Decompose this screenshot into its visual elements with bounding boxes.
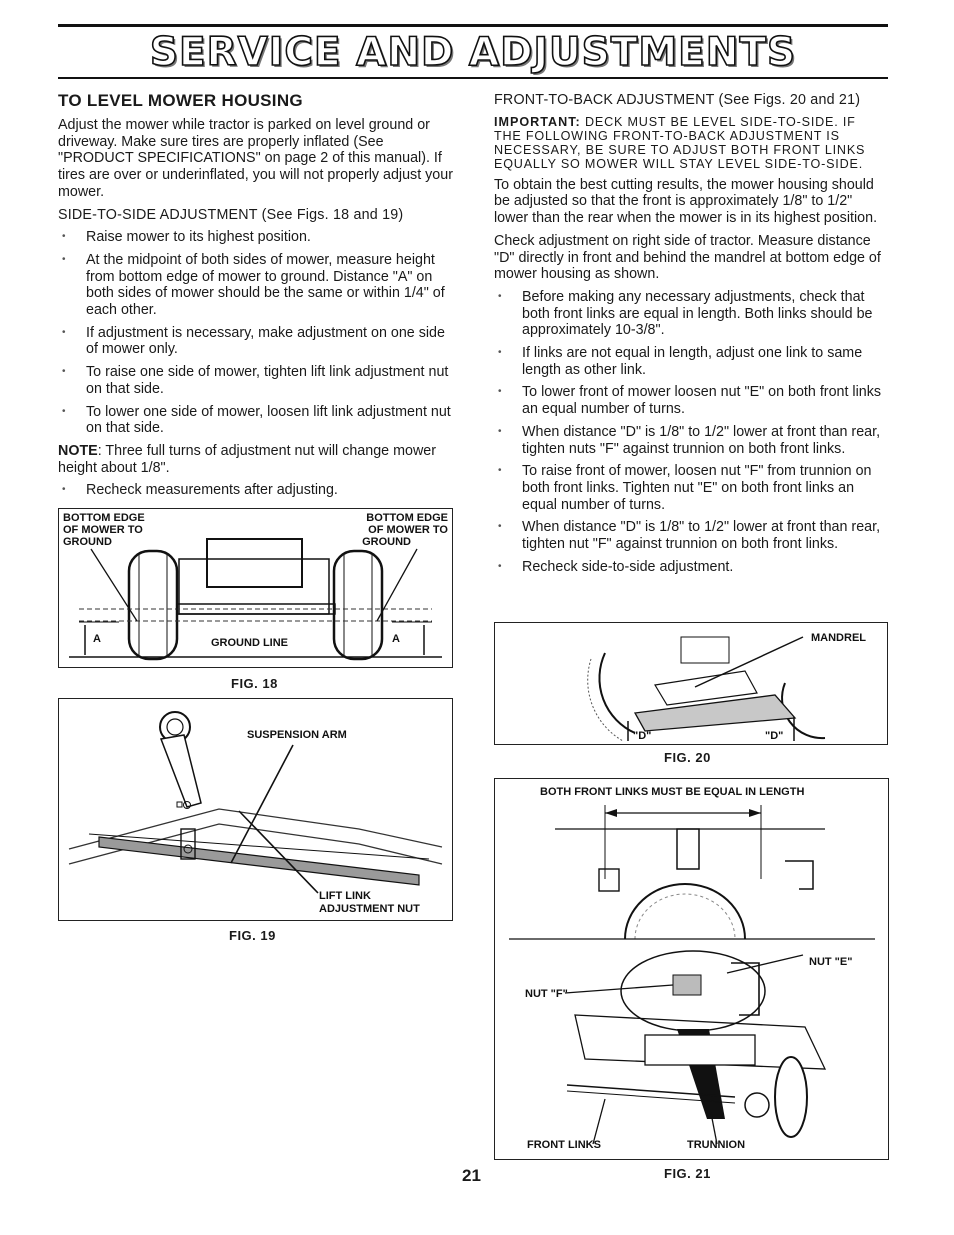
list-item: • To lower one side of mower, loosen lift link adjustment nut on that side. [58, 404, 454, 437]
left-tire-shape [129, 551, 177, 659]
dim-a-right: A [392, 633, 400, 645]
dim-a-left: A [93, 633, 101, 645]
list-item: • If adjustment is necessary, make adjustment on one side of mower only. [58, 325, 454, 358]
fig18-label-right-3: GROUND [362, 536, 411, 548]
lift-link-label-2: ADJUSTMENT NUT [319, 903, 420, 915]
fig18-label-left-2: OF MOWER TO [63, 524, 143, 536]
fig-18-diagram [58, 508, 453, 668]
fig18-label-left-3: GROUND [63, 536, 112, 548]
right-column [494, 92, 887, 581]
banner-title: SERVICE AND ADJUSTMENTS [149, 30, 797, 75]
header-rule-bottom [58, 77, 888, 79]
side-to-side-steps [58, 229, 454, 437]
fig-21-diagram [494, 778, 889, 1160]
fig-20-caption: FIG. 20 [664, 750, 711, 765]
fig-20-diagram [494, 622, 888, 745]
deck-bar-shape [99, 837, 419, 885]
list-item: • At the midpoint of both sides of mower, measure height from bottom edge of mower to ground. Distance "A" on both sides of mower should be the same or within 1/4" of each other. [58, 252, 454, 319]
tractor-body-shape [207, 539, 302, 587]
important-notice [494, 115, 887, 171]
suspension-arm-shape [161, 735, 201, 807]
cutting-results-paragraph: To obtain the best cutting results, the mower housing should be adjusted so that the front is approximately 1/8" to 1/2" lower than the rear when the mower is in its highest position. [494, 176, 878, 227]
fig18-label-left-1: BOTTOM EDGE [63, 512, 145, 524]
list-item: • When distance "D" is 1/8" to 1/2" lower at front than rear, tighten nut "F" against trunnion on both front links. [494, 519, 887, 552]
list-item: • Before making any necessary adjustments, check that both front links are equal in length. Both links should be approximately 10-3/8". [494, 289, 887, 339]
side-to-side-subheading: SIDE-TO-SIDE ADJUSTMENT (See Figs. 18 and 19) [58, 206, 404, 223]
left-column [58, 91, 454, 505]
equal-length-label: BOTH FRONT LINKS MUST BE EQUAL IN LENGTH [540, 786, 805, 798]
page-number: 21 [462, 1166, 481, 1185]
fig-18-illustration [59, 509, 452, 667]
header-rule-top [58, 24, 888, 27]
nut-e-label: NUT "E" [809, 956, 853, 968]
fig-19-illustration [59, 699, 452, 920]
list-item: • To raise one side of mower, tighten lift link adjustment nut on that side. [58, 364, 454, 397]
fig-19-caption: FIG. 19 [229, 928, 276, 943]
list-item: • If links are not equal in length, adjust one link to same length as other link. [494, 345, 887, 378]
fig-20-illustration [495, 623, 887, 744]
list-item: • To raise front of mower, loosen nut "F" from trunnion on both front links. Tighten nut "E" on both front links an equal number of turns. [494, 463, 887, 513]
right-tire-shape [334, 551, 382, 659]
nut-f-label: NUT "F" [525, 988, 568, 1000]
d-front-label: "D" [633, 730, 652, 742]
suspension-arm-label: SUSPENSION ARM [247, 729, 347, 741]
deck-wheel-shape [775, 1057, 807, 1137]
section-heading: TO LEVEL MOWER HOUSING [58, 91, 303, 110]
recheck-steps [58, 482, 454, 499]
list-item: • Recheck measurements after adjusting. [58, 482, 454, 499]
lift-link-label-1: LIFT LINK [319, 890, 371, 902]
fig-21-caption: FIG. 21 [664, 1166, 711, 1181]
note-text: : Three full turns of adjustment nut will change mower height about 1/8". [58, 442, 436, 476]
mower-deck-shape [635, 695, 795, 731]
list-item: • Recheck side-to-side adjustment. [494, 559, 887, 576]
note-label: NOTE [58, 442, 98, 459]
fig18-label-right-1: BOTTOM EDGE [366, 512, 448, 524]
front-links-label: FRONT LINKS [527, 1139, 601, 1151]
fig-19-diagram [58, 698, 453, 921]
trunnion-label: TRUNNION [687, 1139, 746, 1151]
ground-line-label: GROUND LINE [211, 637, 288, 649]
note-paragraph [58, 443, 454, 476]
list-item: • Raise mower to its highest position. [58, 229, 454, 246]
list-item: • When distance "D" is 1/8" to 1/2" lower at front than rear, tighten nuts "F" against trunnion on both front links. [494, 424, 887, 457]
important-label: IMPORTANT: [494, 114, 581, 129]
front-tire-arc-shape [599, 653, 635, 733]
fig-21-illustration [495, 779, 888, 1159]
intro-paragraph: Adjust the mower while tractor is parked on level ground or driveway. Make sure tires are properly inflated (See "PRODUCT SPECIFICATIONS" on page 2 of this manual). If tires are over or underinflated, you will not properly adjust your mower. [58, 117, 453, 200]
mandrel-label: MANDREL [811, 632, 866, 644]
fig-18-caption: FIG. 18 [231, 676, 278, 691]
fig18-label-right-2: OF MOWER TO [368, 524, 448, 536]
d-rear-label: "D" [765, 730, 784, 742]
check-adjustment-paragraph: Check adjustment on right side of tractor. Measure distance "D" directly in front and behind the mandrel at bottom edge of mower housing as shown. [494, 232, 881, 283]
front-to-back-subheading: FRONT-TO-BACK ADJUSTMENT (See Figs. 20 and 21) [494, 92, 861, 108]
list-item: • To lower front of mower loosen nut "E" on both front links an equal number of turns. [494, 384, 887, 417]
front-to-back-steps [494, 289, 887, 576]
important-text: DECK MUST BE LEVEL SIDE-TO-SIDE. IF THE FOLLOWING FRONT-TO-BACK ADJUSTMENT IS NECESSARY, BE SURE TO ADJUST BOTH FRONT LINKS EQUALLY SO MOWER WILL STAY LEVEL SIDE-TO-SIDE. [494, 114, 866, 171]
front-wheel-shape [625, 884, 745, 939]
